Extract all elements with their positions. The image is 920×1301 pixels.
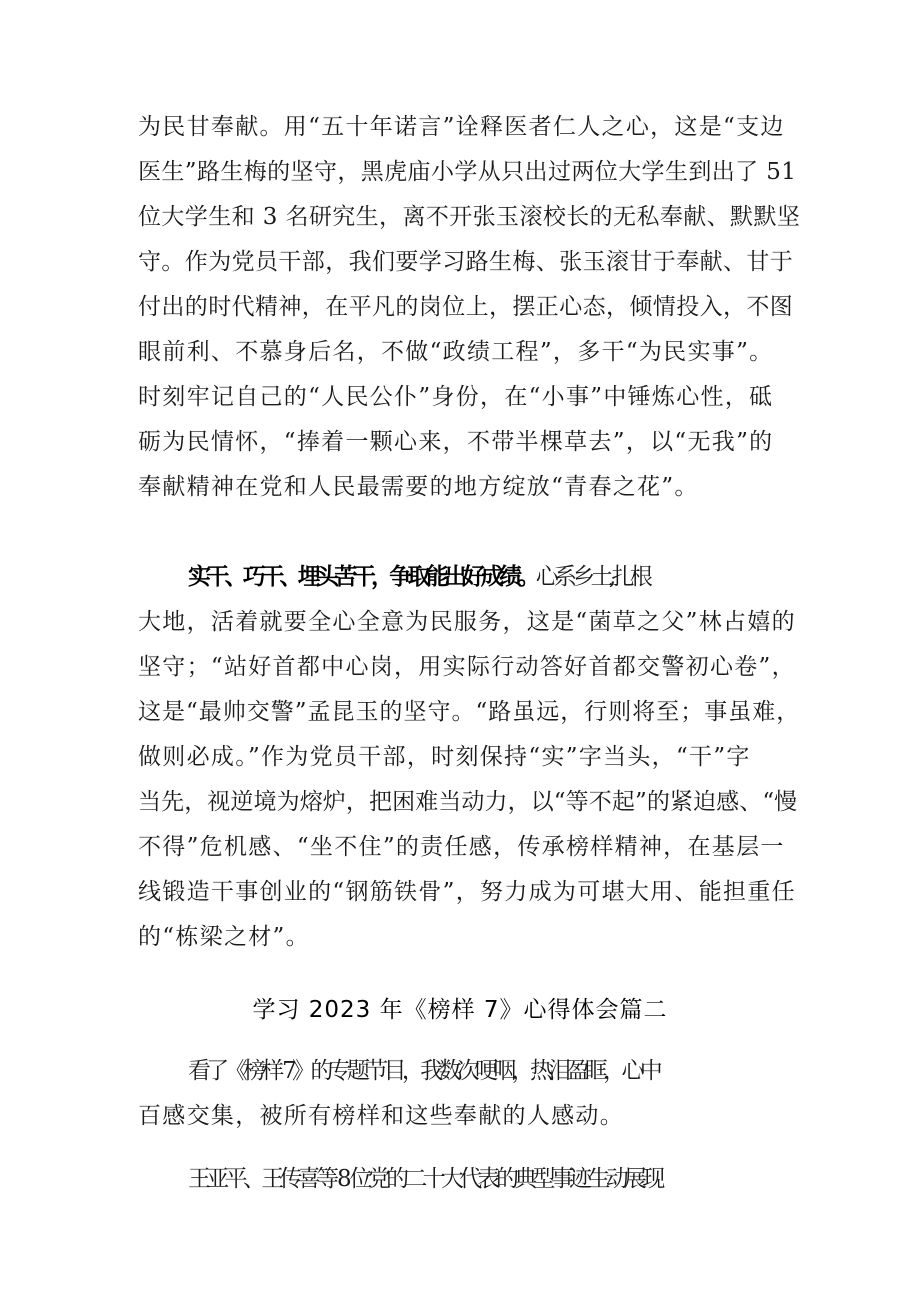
paragraph-line: 百感交集，被所有榜样和这些奉献的人感动。 [138,1103,624,1129]
paragraph-line: 守。作为党员干部，我们要学习路生梅、张玉滚甘于奉献、甘于 [138,249,794,275]
paragraph-line: 的“栋梁之材”。 [138,924,310,950]
paragraph-line: 眼前利、不慕身后名，不做“政绩工程”，多干“为民实事”。 [138,339,774,365]
paragraph-line: 时刻牢记自己的“人民公仆”身份，在“小事”中锤炼心性，砥 [138,384,774,410]
paragraph-line: 坚守；“站好首都中心岗，用实际行动答好首都交警初心卷”， [138,654,796,680]
paragraph-line: 为民甘奉献。用“五十年诺言”诠释医者仁人之心，这是“支边 [138,114,785,140]
paragraph-line: 做则必成。”作为党员干部，时刻保持“实”字当头，“干”字 [138,744,751,770]
paragraph-first-line [188,562,848,592]
paragraph-line: 砺为民情怀，“捧着一颗心来，不带半棵草去”，以“无我”的 [138,429,774,455]
section-heading: 学习 2023 年《榜样 7》心得体会篇二 [252,997,668,1023]
paragraph-first-line: 王亚平、王传喜等 8 位党的二十大代表的典型事迹生动展现 [188,1166,661,1192]
paragraph-line: 医生”路生梅的坚守，黑虎庙小学从只出过两位大学生到出了 51 [138,159,797,185]
paragraph-first-line: 看了《榜样 7》的专题节目，我数次哽咽，热泪盈眶，心中 [188,1058,659,1084]
paragraph-line: 付出的时代精神，在平凡的岗位上，摆正心态，倾情投入，不图 [138,294,794,320]
paragraph-line: 位大学生和 3 名研究生，离不开张玉滚校长的无私奉献、默默坚 [138,204,801,230]
paragraph-line: 不得”危机感、“坐不住”的责任感，传承榜样精神，在基层一 [138,834,785,860]
paragraph-line: 当先，视逆境为熔炉，把困难当动力，以“等不起”的紧迫感、“慢 [138,789,798,815]
paragraph-line: 这是“最帅交警”孟昆玉的坚守。“路虽远，行则将至；事虽难， [138,699,801,725]
paragraph-line: 大地，活着就要全心全意为民服务，这是“菌草之父”林占嬉的 [138,609,796,635]
paragraph-line: 奉献精神在党和人民最需要的地方绽放“青春之花”。 [138,474,699,500]
first-line-rest: 心系乡土,扎根 [535,564,649,590]
paragraph-line: 线锻造干事创业的“钢筋铁骨”，努力成为可堪大用、能担重任 [138,879,796,905]
bold-lead-sentence: 实干、巧干、埋头苦干，争取能出好成绩。 [188,564,536,590]
